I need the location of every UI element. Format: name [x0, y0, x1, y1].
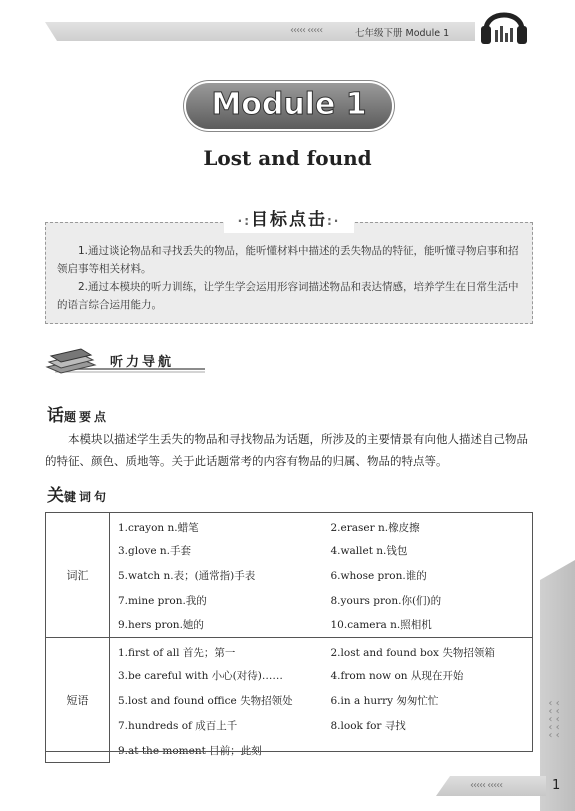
keywords-heading-rest: 键词句 [64, 490, 110, 504]
keywords-heading [47, 481, 109, 506]
table-cell: 1.first of all 首先；第一 [110, 638, 323, 663]
page-title: Lost and found [203, 146, 372, 170]
table-cell: 3.glove n.手套 [118, 544, 192, 557]
table-cell: 4.from now on 从现在开始 [330, 669, 464, 682]
table-cell: 8.yours pron.你(们)的 [330, 594, 442, 607]
table-cell: 9.at the moment 目前；此刻 [118, 744, 262, 757]
header-label: 七年级下册 Module 1 [355, 28, 450, 39]
side-band [540, 560, 575, 811]
table-cell: 1.crayon n.蜡笔 [118, 521, 199, 534]
keywords-heading-first: 关 [47, 486, 64, 506]
vocab-table [45, 512, 533, 763]
table-cell: 9.hers pron.她的 [118, 619, 204, 632]
topic-heading [47, 401, 109, 426]
table-cell: 5.watch n.表；(通常指)手表 [118, 569, 256, 582]
goals-title: 目标点击 [251, 210, 327, 230]
table-cell: 6.whose pron.谁的 [330, 569, 427, 582]
table-cell: 8.look for 寻找 [330, 719, 406, 732]
table-cell: 4.wallet n.钱包 [330, 544, 408, 557]
header-chevrons: ‹‹‹‹‹ ‹‹‹‹‹ [290, 25, 323, 36]
side-chevrons: ‹ ‹ ‹ ‹ ‹ ‹ ‹ ‹ ‹ ‹ [548, 698, 560, 741]
goal-item: 1.通过谈论物品和寻找丢失的物品，能听懂材料中描述的丢失物品的特征，能听懂寻物启事和招领启事等相关材料。 [57, 245, 519, 275]
table-cell: 3.be careful with 小心(对待)…… [118, 669, 283, 682]
goal-item: 2.通过本模块的听力训练，让学生学会运用形容词描述物品和表达情感，培养学生在日常生活中的语言综合运用能力。 [57, 281, 519, 311]
table-cell: 7.hundreds of 成百上千 [118, 719, 238, 732]
table-cell: 2.lost and found box 失物招领箱 [323, 638, 534, 663]
topic-heading-first: 话 [47, 406, 64, 426]
module-badge: Module 1 [211, 87, 367, 122]
page-number: 1 [552, 778, 561, 793]
goals-heading [224, 207, 354, 233]
star-icon: :· [327, 214, 341, 228]
footer-chevrons: ‹‹‹‹‹ ‹‹‹‹‹ [470, 780, 503, 791]
topic-paragraph: 本模块以描述学生丢失的物品和寻找物品为话题，所涉及的主要情景有向他人描述自己物品的特征、颜色、质地等。关于此话题常考的内容有物品的归属、物品的特点等。 [45, 432, 528, 468]
headphone-icon [478, 0, 530, 48]
star-icon: ·: [237, 214, 251, 228]
table-cell: 6.in a hurry 匆匆忙忙 [330, 694, 439, 707]
table-cell: 7.mine pron.我的 [118, 594, 207, 607]
category-phrases: 短语 [46, 638, 110, 763]
table-cell: 5.lost and found office 失物招领处 [118, 694, 293, 707]
table-cell: 2.eraser n.橡皮擦 [330, 521, 420, 534]
goals-text [57, 242, 525, 314]
nav-label: 听力导航 [110, 355, 175, 370]
table-cell [323, 738, 534, 763]
books-icon [45, 345, 97, 375]
category-vocab: 词汇 [46, 513, 110, 638]
table-cell: 10.camera n.照相机 [330, 619, 432, 632]
topic-heading-rest: 题要点 [64, 410, 110, 424]
